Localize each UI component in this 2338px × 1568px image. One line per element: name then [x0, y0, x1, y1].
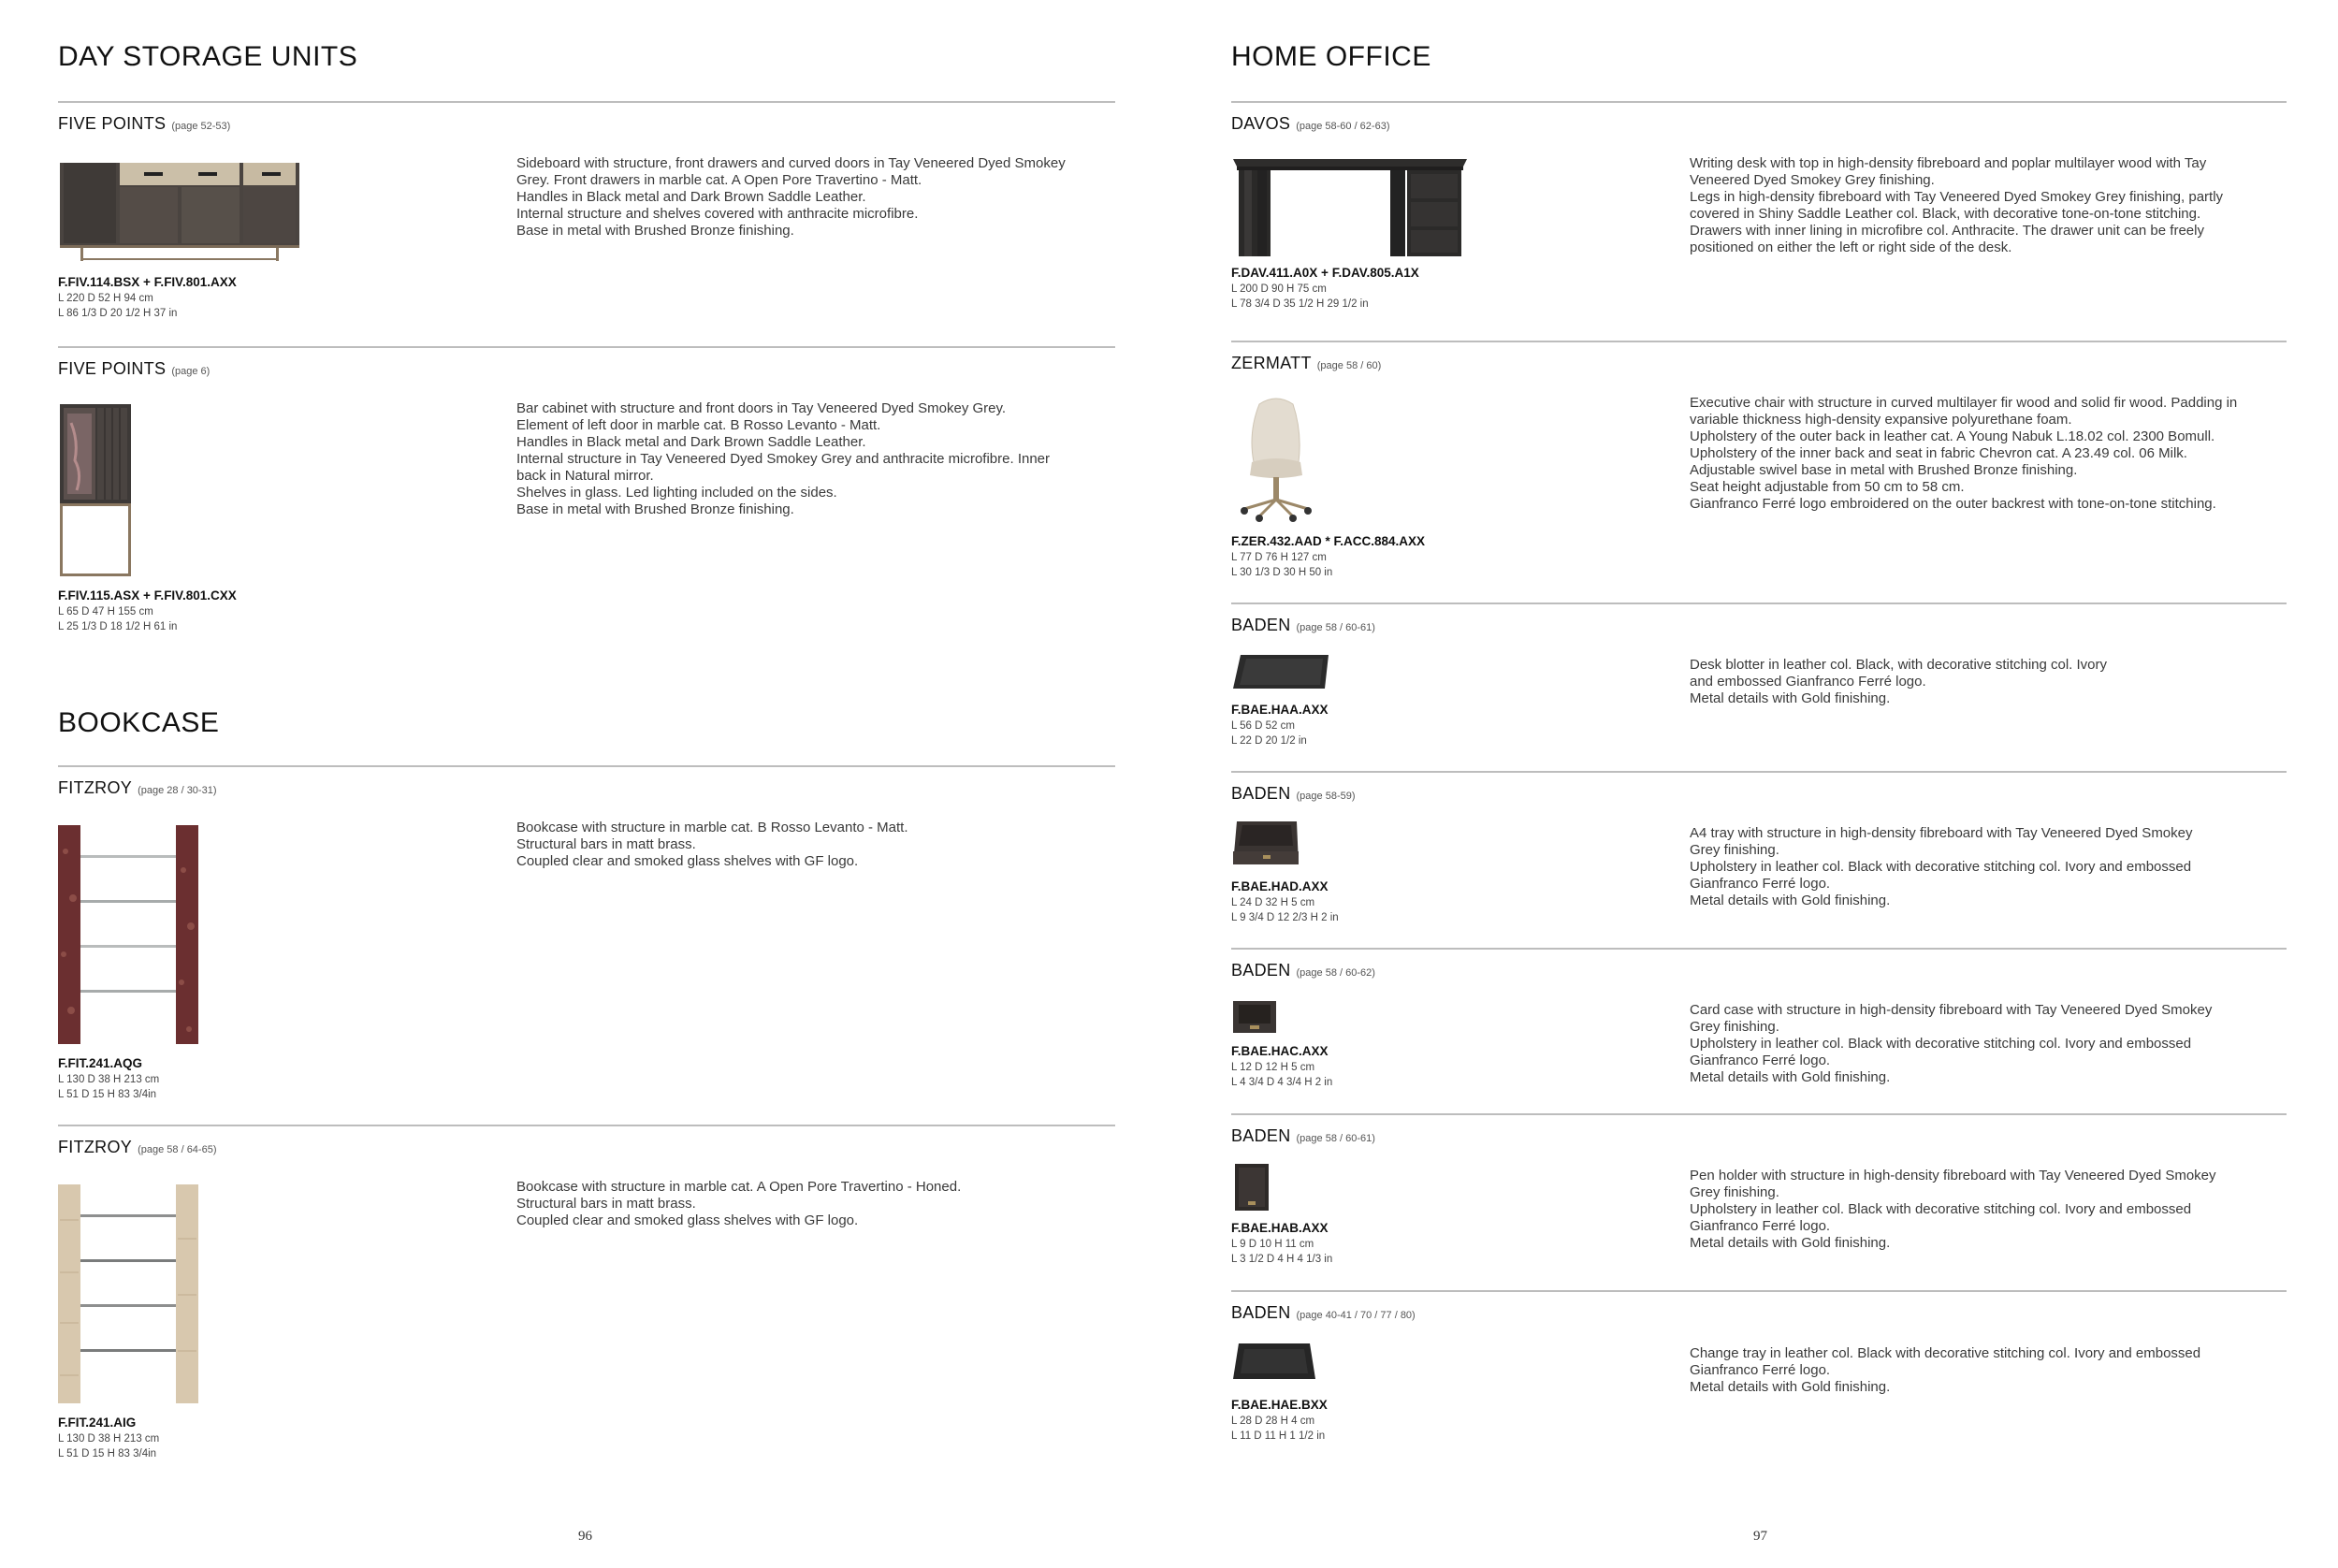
item-name-fitzroy-rosso: FITZROY (page 28 / 30-31): [58, 778, 217, 797]
product-description: Sideboard with structure, front drawers and curved doors in Tay Veneered Dyed Smokey Grey. Front drawers in marble cat. A Open Pore Travertino - Matt. Handles in Black metal and Dark Brown Saddle Leather. Internal structure and shelves covered with anthracite microfibre. Base in metal with Brushed Bronze finishing.: [516, 155, 1066, 239]
dimensions-cm: L 200 D 90 H 75 cm: [1231, 283, 1327, 295]
item-name-fitzroy-travertino: FITZROY (page 58 / 64-65): [58, 1138, 217, 1156]
product-code: F.BAE.HAB.AXX: [1231, 1221, 1329, 1235]
page-reference: (page 28 / 30-31): [138, 785, 217, 796]
product-code: F.FIV.114.BSX + F.FIV.801.AXX: [58, 275, 237, 289]
card-case-image: [1231, 997, 1280, 1037]
item-divider: [1231, 341, 2287, 342]
section-divider: [58, 765, 1115, 767]
dimensions-in: L 30 1/3 D 30 H 50 in: [1231, 567, 1333, 578]
dimensions-in: L 11 D 11 H 1 1/2 in: [1231, 1430, 1326, 1442]
dimensions-cm: L 24 D 32 H 5 cm: [1231, 897, 1315, 908]
item-divider: [1231, 1290, 2287, 1292]
item-divider: [1231, 1113, 2287, 1115]
page-number: 96: [578, 1529, 592, 1544]
product-code: F.BAE.HAD.AXX: [1231, 879, 1329, 893]
product-code: F.BAE.HAC.AXX: [1231, 1044, 1329, 1058]
change-tray-image: [1231, 1338, 1317, 1388]
item-name-baden-a4-tray: BADEN (page 58-59): [1231, 784, 1356, 803]
pen-holder-image: [1231, 1160, 1274, 1214]
right-page: [1169, 0, 2338, 1568]
product-description: Executive chair with structure in curved multilayer fir wood and solid fir wood. Padding in variable thickness high-density expansive polyurethane foam. Upholstery of the outer back in leather cat. A Young Nabuk L.18.02 col. 2300 Bomull. Upholstery of the inner back and seat in fabric Chevron cat. A 23.49 col. 06 Milk. Adjustable swivel base in metal with Brushed Bronze finishing. Seat height adjustable from 50 cm to 58 cm. Gianfranco Ferré logo embroidered on the outer backrest with tone-on-tone stitching.: [1690, 395, 2238, 512]
item-name-davos: DAVOS (page 58-60 / 62-63): [1231, 114, 1390, 133]
page-reference: (page 58 / 60-62): [1296, 967, 1375, 979]
item-name-five-points-sideboard: FIVE POINTS (page 52-53): [58, 114, 231, 133]
dimensions-in: L 25 1/3 D 18 1/2 H 61 in: [58, 621, 178, 632]
dimensions-cm: L 56 D 52 cm: [1231, 720, 1295, 732]
item-name-five-points-bar-cabinet: FIVE POINTS (page 6): [58, 359, 211, 378]
dimensions-cm: L 9 D 10 H 11 cm: [1231, 1239, 1314, 1250]
product-code: F.ZER.432.AAD * F.ACC.884.AXX: [1231, 534, 1426, 548]
product-description: Change tray in leather col. Black with decorative stitching col. Ivory and embossed Gianfranco Ferré logo. Metal details with Gold finishing.: [1690, 1345, 2201, 1395]
product-code: F.FIT.241.AQG: [58, 1056, 143, 1070]
dimensions-cm: L 28 D 28 H 4 cm: [1231, 1416, 1315, 1427]
product-description: Writing desk with top in high-density fibreboard and poplar multilayer wood with Tay Veneered Dyed Smokey Grey finishing. Legs in high-density fibreboard with Tay Veneered Dyed Smokey Grey finishing, partly covered in Shiny Saddle Leather col. Black, with decorative tone-on-tone stitching. Drawers with inner lining in microfibre col. Anthracite. The drawer unit can be freely positioned on either the left or right side of the desk.: [1690, 155, 2224, 255]
dimensions-cm: L 130 D 38 H 213 cm: [58, 1433, 160, 1445]
page-reference: (page 58 / 64-65): [138, 1144, 217, 1155]
sideboard-image: [58, 159, 301, 264]
bar-cabinet-image: [58, 404, 133, 578]
dimensions-cm: L 65 D 47 H 155 cm: [58, 606, 153, 617]
product-code: F.FIT.241.AIG: [58, 1416, 137, 1430]
dimensions-in: L 3 1/2 D 4 H 4 1/3 in: [1231, 1254, 1333, 1265]
product-description: Card case with structure in high-density fibreboard with Tay Veneered Dyed Smokey Grey finishing. Upholstery in leather col. Black with decorative stitching col. Ivory and embossed Gianfranco Ferré logo. Metal details with Gold finishing.: [1690, 1002, 2213, 1085]
desk-blotter-image: [1231, 649, 1334, 696]
product-description: A4 tray with structure in high-density fibreboard with Tay Veneered Dyed Smokey Grey finishing. Upholstery in leather col. Black with decorative stitching col. Ivory and embossed Gianfranco Ferré logo. Metal details with Gold finishing.: [1690, 825, 2193, 908]
product-code: F.BAE.HAA.AXX: [1231, 703, 1329, 717]
page-reference: (page 40-41 / 70 / 77 / 80): [1296, 1310, 1416, 1321]
item-divider: [1231, 603, 2287, 604]
item-name-baden-pen-holder: BADEN (page 58 / 60-61): [1231, 1126, 1375, 1145]
page-number: 97: [1753, 1529, 1767, 1544]
dimensions-cm: L 130 D 38 H 213 cm: [58, 1074, 160, 1085]
item-name-baden-blotter: BADEN (page 58 / 60-61): [1231, 616, 1375, 634]
item-divider: [1231, 948, 2287, 950]
page-reference: (page 52-53): [171, 121, 231, 132]
bookcase-travertino-image: [58, 1183, 198, 1405]
section-title-bookcase: BOOKCASE: [58, 707, 220, 738]
dimensions-cm: L 12 D 12 H 5 cm: [1231, 1062, 1315, 1073]
bookcase-rosso-image: [58, 823, 198, 1046]
page-reference: (page 58 / 60): [1316, 360, 1382, 371]
dimensions-cm: L 220 D 52 H 94 cm: [58, 293, 153, 304]
dimensions-cm: L 77 D 76 H 127 cm: [1231, 552, 1327, 563]
item-divider: [58, 1125, 1115, 1126]
dimensions-in: L 78 3/4 D 35 1/2 H 29 1/2 in: [1231, 298, 1369, 310]
section-title-home-office: HOME OFFICE: [1231, 41, 1431, 72]
product-code: F.FIV.115.ASX + F.FIV.801.CXX: [58, 588, 237, 603]
product-description: Desk blotter in leather col. Black, with decorative stitching col. Ivory and embossed Gianfranco Ferré logo. Metal details with Gold finishing.: [1690, 657, 2108, 706]
page-reference: (page 58 / 60-61): [1296, 1133, 1375, 1144]
page-reference: (page 6): [171, 366, 211, 377]
product-description: Bookcase with structure in marble cat. A Open Pore Travertino - Honed. Structural bars in matt brass. Coupled clear and smoked glass shelves with GF logo.: [516, 1179, 962, 1228]
dimensions-in: L 51 D 15 H 83 3/4in: [58, 1448, 157, 1459]
desk-image: [1231, 152, 1469, 258]
dimensions-in: L 22 D 20 1/2 in: [1231, 735, 1307, 747]
a4-tray-image: [1231, 818, 1302, 872]
dimensions-in: L 9 3/4 D 12 2/3 H 2 in: [1231, 912, 1339, 923]
product-code: F.DAV.411.A0X + F.DAV.805.A1X: [1231, 266, 1419, 280]
item-divider: [58, 346, 1115, 348]
dimensions-in: L 51 D 15 H 83 3/4in: [58, 1089, 157, 1100]
product-description: Bookcase with structure in marble cat. B Rosso Levanto - Matt. Structural bars in matt brass. Coupled clear and smoked glass shelves with GF logo.: [516, 820, 908, 869]
product-description: Pen holder with structure in high-density fibreboard with Tay Veneered Dyed Smokey Grey finishing. Upholstery in leather col. Black with decorative stitching col. Ivory and embossed Gianfranco Ferré logo. Metal details with Gold finishing.: [1690, 1168, 2216, 1251]
product-code: F.BAE.HAE.BXX: [1231, 1398, 1328, 1412]
section-divider: [58, 101, 1115, 103]
dimensions-in: L 4 3/4 D 4 3/4 H 2 in: [1231, 1077, 1333, 1088]
product-description: Bar cabinet with structure and front doors in Tay Veneered Dyed Smokey Grey. Element of left door in marble cat. B Rosso Levanto - Matt. Handles in Black metal and Dark Brown Saddle Leather. Internal structure in Tay Veneered Dyed Smokey Grey and anthracite microfibre. Inner back in Natural mirror. Shelves in glass. Led lighting included on the sides. Base in metal with Brushed Bronze finishing.: [516, 400, 1051, 517]
section-divider: [1231, 101, 2287, 103]
page-reference: (page 58 / 60-61): [1296, 622, 1375, 633]
item-name-zermatt: ZERMATT (page 58 / 60): [1231, 354, 1382, 372]
dimensions-in: L 86 1/3 D 20 1/2 H 37 in: [58, 308, 178, 319]
item-divider: [1231, 771, 2287, 773]
page-reference: (page 58-59): [1296, 791, 1356, 802]
page-reference: (page 58-60 / 62-63): [1296, 121, 1390, 132]
section-title-day-storage: DAY STORAGE UNITS: [58, 41, 358, 72]
chair-image: [1231, 395, 1321, 522]
item-name-baden-change-tray: BADEN (page 40-41 / 70 / 77 / 80): [1231, 1303, 1416, 1322]
item-name-baden-card-case: BADEN (page 58 / 60-62): [1231, 961, 1375, 980]
